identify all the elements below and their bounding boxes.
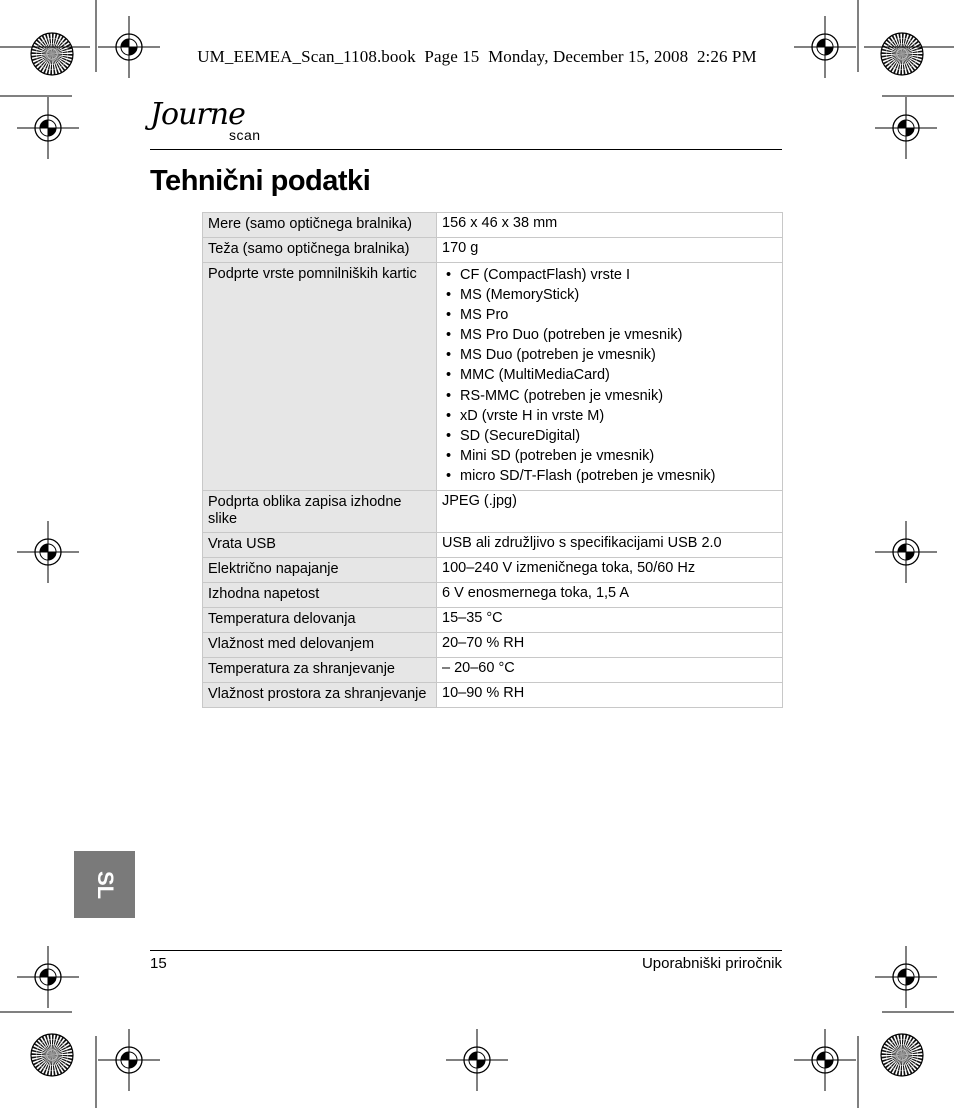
spec-value: 100–240 V izmeničnega toka, 50/60 Hz (437, 558, 783, 583)
spec-value (437, 263, 783, 491)
memory-card-item: • MS Pro Duo (potreben je vmesnik) (442, 325, 777, 345)
memory-card-item: • MMC (MultiMediaCard) (442, 365, 777, 385)
spec-label: Električno napajanje (203, 558, 437, 583)
technical-specs-table (202, 212, 783, 708)
spec-label: Temperatura delovanja (203, 608, 437, 633)
memory-card-item: • SD (SecureDigital) (442, 426, 777, 446)
spec-label: Mere (samo optičnega bralnika) (203, 213, 437, 238)
page-title: Tehnični podatki (150, 165, 371, 197)
spec-row (203, 533, 783, 558)
spec-value: USB ali združljivo s specifikacijami USB 2.0 (437, 533, 783, 558)
memory-card-item: • MS Pro (442, 305, 777, 325)
memory-card-item: • MS Duo (potreben je vmesnik) (442, 345, 777, 365)
header-rule (150, 149, 782, 150)
spec-label: Izhodna napetost (203, 583, 437, 608)
footer-rule (150, 950, 782, 951)
spec-value: JPEG (.jpg) (437, 491, 783, 533)
memory-card-list (442, 265, 777, 486)
spec-row (203, 491, 783, 533)
spec-value: 170 g (437, 238, 783, 263)
spec-value: 15–35 °C (437, 608, 783, 633)
journe-logo-scan: scan (229, 127, 261, 143)
spec-row (203, 263, 783, 491)
spec-label: Podprta oblika zapisa izhodne slike (203, 491, 437, 533)
spec-label: Vlažnost med delovanjem (203, 633, 437, 658)
spec-label: Teža (samo optičnega bralnika) (203, 238, 437, 263)
spec-label: Vlažnost prostora za shranjevanje (203, 683, 437, 708)
memory-card-item: • MS (MemoryStick) (442, 285, 777, 305)
spec-value: 156 x 46 x 38 mm (437, 213, 783, 238)
spec-value: – 20–60 °C (437, 658, 783, 683)
spec-row (203, 683, 783, 708)
spec-row (203, 213, 783, 238)
page-number: 15 (150, 955, 167, 972)
spec-label: Vrata USB (203, 533, 437, 558)
memory-card-item: • Mini SD (potreben je vmesnik) (442, 446, 777, 466)
memory-card-item: • RS-MMC (potreben je vmesnik) (442, 386, 777, 406)
spec-row (203, 583, 783, 608)
spec-row (203, 238, 783, 263)
memory-card-item: • CF (CompactFlash) vrste I (442, 265, 777, 285)
language-tab-label: SL (92, 870, 118, 899)
spec-row (203, 608, 783, 633)
print-slug-line: UM_EEMEA_Scan_1108.book Page 15 Monday, December 15, 2008 2:26 PM (197, 47, 757, 66)
language-tab (74, 851, 135, 918)
memory-card-item: • micro SD/T-Flash (potreben je vmesnik) (442, 466, 777, 486)
spec-label: Temperatura za shranjevanje (203, 658, 437, 683)
spec-value: 6 V enosmernega toka, 1,5 A (437, 583, 783, 608)
spec-row (203, 633, 783, 658)
spec-label: Podprte vrste pomnilniških kartic (203, 263, 437, 491)
journe-logo-script: Journe (150, 97, 245, 132)
spec-row (203, 558, 783, 583)
spec-value: 10–90 % RH (437, 683, 783, 708)
memory-card-item: • xD (vrste H in vrste M) (442, 406, 777, 426)
spec-value: 20–70 % RH (437, 633, 783, 658)
spec-row (203, 658, 783, 683)
document-title: Uporabniški priročnik (641, 955, 782, 972)
